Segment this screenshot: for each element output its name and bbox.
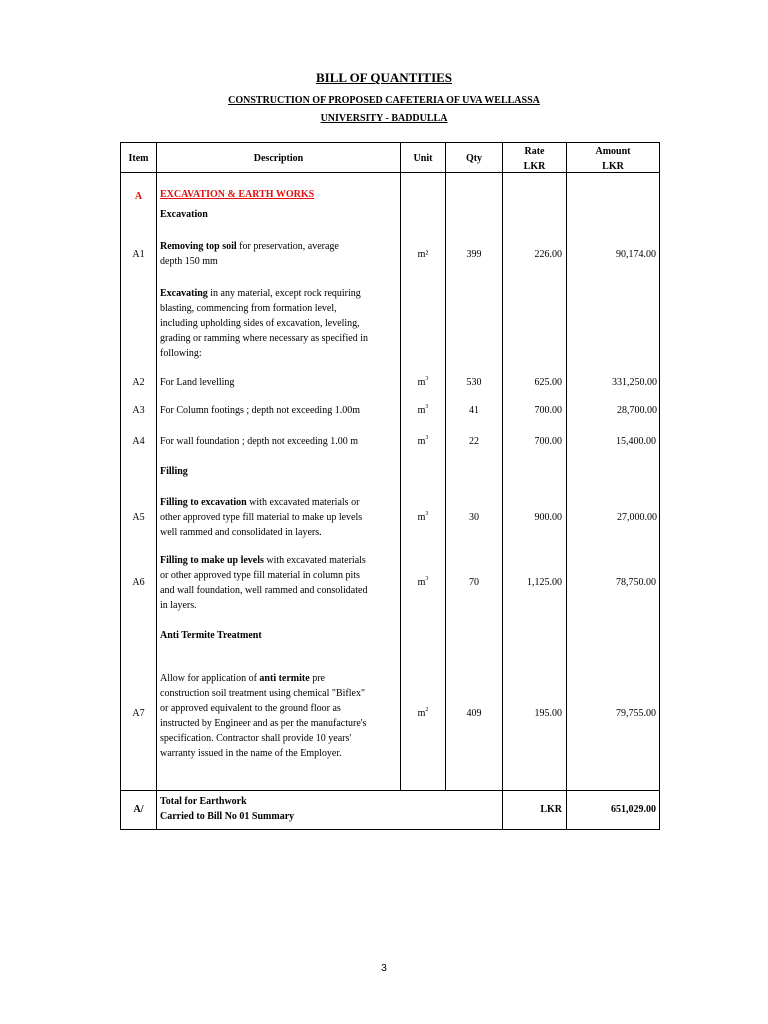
item-amount: 15,400.00 xyxy=(616,436,656,447)
item-amount: 78,750.00 xyxy=(616,577,656,588)
excavating-specification: Excavating in any material, except rock requiring blasting, commencing from formation level, including upholding sides of excavation, leveling, grading or ramming where necessary as specified in following: xyxy=(160,288,368,359)
item-rate: 226.00 xyxy=(534,249,562,260)
item-code: A5 xyxy=(132,512,145,523)
item-rate: 625.00 xyxy=(534,377,562,388)
item-code: A6 xyxy=(132,577,145,588)
item-description: Filling to make up levels with excavated materials or other approved type fill material in column pits and wall foundation, well rammed and consolidated in layers. xyxy=(160,555,368,611)
total-description: Total for Earthwork Carried to Bill No 01 Summary xyxy=(160,796,295,822)
item-unit: $m^3$ xyxy=(417,576,429,588)
item-description: Allow for application of anti termite pre construction soil treatment using chemical "Biflex" or approved equivalent to the ground floor as instructed by Engineer and as per the manufacture's specification. Contractor shall provide 10 years' warranty issued in the name of the Employer. xyxy=(160,673,367,759)
item-amount: 90,174.00 xyxy=(616,249,656,260)
column-header-item: Item xyxy=(128,153,149,164)
item-qty: 41 xyxy=(469,405,479,416)
subheading-anti-termite: Anti Termite Treatment xyxy=(160,630,262,641)
section-code: A xyxy=(134,191,143,202)
total-item-code: A/ xyxy=(133,804,144,815)
column-header-qty: Qty xyxy=(465,153,483,164)
item-qty: 22 xyxy=(469,436,479,447)
column-header-unit: Unit xyxy=(413,153,433,164)
item-code: A2 xyxy=(132,377,145,388)
item-qty: 399 xyxy=(466,249,482,260)
item-code: A7 xyxy=(132,708,145,719)
item-qty: 70 xyxy=(469,577,479,588)
page-number: 3 xyxy=(381,963,387,974)
total-amount: 651,029.00 xyxy=(611,804,656,815)
item-unit: $m^2$ xyxy=(417,707,429,719)
item-rate: 900.00 xyxy=(534,512,562,523)
item-description: Removing top soil for preservation, average depth 150 mm xyxy=(160,241,339,267)
column-header-rate: Rate LKR xyxy=(523,146,546,172)
item-unit: $m^3$ xyxy=(417,435,429,447)
item-description: Filling to excavation with excavated materials or other approved type fill material to make up levels well rammed and consolidated in layers. xyxy=(160,497,363,538)
item-rate: 1,125.00 xyxy=(527,577,562,588)
column-header-amount: Amount LKR xyxy=(595,146,631,172)
item-description: For wall foundation ; depth not exceeding 1.00 m xyxy=(160,436,359,447)
item-unit: $m^3$ xyxy=(417,404,429,416)
item-amount: 331,250.00 xyxy=(612,377,657,388)
item-unit: m² xyxy=(417,249,429,260)
item-amount: 79,755.00 xyxy=(616,708,656,719)
item-description: For Land levelling xyxy=(160,377,235,388)
subheading-filling: Filling xyxy=(160,466,188,477)
item-rate: 700.00 xyxy=(534,405,562,416)
item-amount: 27,000.00 xyxy=(617,512,657,523)
item-code: A4 xyxy=(132,436,145,447)
section-title: EXCAVATION & EARTH WORKS xyxy=(160,189,315,200)
item-qty: 30 xyxy=(469,512,479,523)
item-rate: 195.00 xyxy=(534,708,562,719)
subheading-excavation: Excavation xyxy=(160,209,208,220)
item-unit: $m^3$ xyxy=(417,511,429,523)
item-code: A1 xyxy=(132,249,145,260)
column-header-description: Description xyxy=(253,153,304,164)
total-currency: LKR xyxy=(540,804,562,815)
project-title-line-1: CONSTRUCTION OF PROPOSED CAFETERIA OF UVA WELLASSA xyxy=(228,95,540,106)
item-qty: 530 xyxy=(466,377,482,388)
project-title-line-2: UNIVERSITY - BADDULLA xyxy=(320,113,448,124)
item-qty: 409 xyxy=(466,708,482,719)
item-unit: $m^3$ xyxy=(417,376,429,388)
document-title: BILL OF QUANTITIES xyxy=(315,70,453,85)
item-code: A3 xyxy=(132,405,145,416)
item-rate: 700.00 xyxy=(534,436,562,447)
item-amount: 28,700.00 xyxy=(617,405,657,416)
item-description: For Column footings ; depth not exceeding 1.00m xyxy=(160,405,360,416)
